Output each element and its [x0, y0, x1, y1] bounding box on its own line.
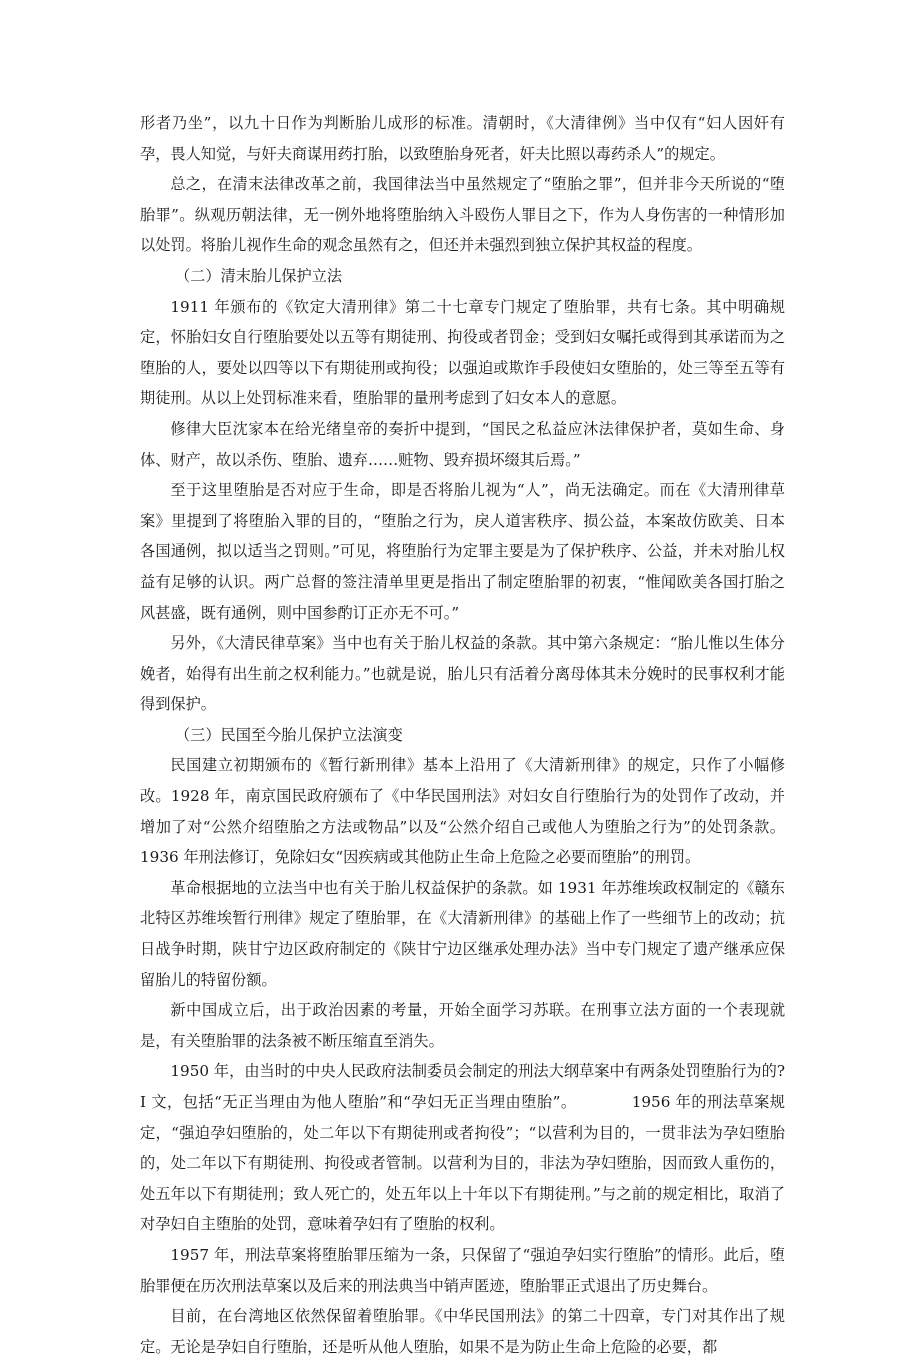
paragraph-1: 形者乃坐”，以九十日作为判断胎儿成形的标准。清朝时，《大清律例》当中仅有“妇人因奸有孕，畏人知觉，与奸夫商谋用药打胎，以致堕胎身死者，奸夫比照以毒药杀人”的规定。 [140, 114, 785, 163]
paragraph-9: 新中国成立后，出于政治因素的考量，开始全面学习苏联。在刑事立法方面的一个表现就是，有关堕胎罪的法条被不断压缩直至消失。 [140, 1001, 785, 1050]
paragraph-12: 目前，在台湾地区依然保留着堕胎罪。《中华民国刑法》的第二十四章，专门对其作出了规定。无论是孕妇自行堕胎，还是听从他人堕胎，如果不是为防止生命上危险的必要，都 [140, 1307, 785, 1356]
paragraph-11: 1957 年，刑法草案将堕胎罪压缩为一条，只保留了“强迫孕妇实行堕胎”的情形。此后，堕胎罪便在历次刑法草案以及后来的刑法典当中销声匿迹，堕胎罪正式退出了历史舞台。 [140, 1245, 785, 1295]
paragraph-2: 总之，在清末法律改革之前，我国律法当中虽然规定了“堕胎之罪”，但并非今天所说的“堕胎罪”。纵观历朝法律，无一例外地将堕胎纳入斗殴伤人罪目之下，作为人身伤害的一种情形加以处罚。将胎儿视作生命的观念虽然有之，但还并未强烈到独立保护其权益的程度。 [140, 175, 785, 255]
paragraph-7: 民国建立初期颁布的《暂行新刑律》基本上沿用了《大清新刑律》的规定，只作了小幅修改。1928 年，南京国民政府颁布了《中华民国刑法》对妇女自行堕胎行为的处罚作了改动，并增加了对“公然介绍堕胎之方法或物品”以及“公然介绍自己或他人为堕胎之行为”的处罚条款。1936 年刑法修订，免除妇女“因疾病或其他防止生命上危险之必要而堕胎”的刑罚。 [140, 756, 785, 867]
paragraph-6: 另外，《大清民律草案》当中也有关于胎儿权益的条款。其中第六条规定：“胎儿惟以生体分娩者，始得有出生前之权利能力。”也就是说，胎儿只有活着分离母体其未分娩时的民事权利才能得到保护。 [140, 634, 785, 714]
paragraph-8: 革命根据地的立法当中也有关于胎儿权益保护的条款。如 1931 年苏维埃政权制定的《赣东北特区苏维埃暂行刑律》规定了堕胎罪，在《大清新刑律》的基础上作了一些细节上的改动；抗日战争时期，陕甘宁边区政府制定的《陕甘宁边区继承处理办法》当中专门规定了遗产继承应保留胎儿的特留份额。 [140, 878, 785, 989]
document-page [140, 108, 785, 1362]
paragraph-4: 修律大臣沈家本在给光绪皇帝的奏折中提到，“国民之私益应沐法律保护者，莫如生命、身体、财产，故以杀伤、堕胎、遗弃……赃物、毁弃损坏缀其后焉。” [140, 419, 785, 469]
section-heading-2: （二）清末胎儿保护立法 [174, 266, 343, 285]
section-heading-3: （三）民国至今胎儿保护立法演变 [174, 725, 403, 744]
paragraph-3: 1911 年颁布的《钦定大清刑律》第二十七章专门规定了堕胎罪，共有七条。其中明确规定，怀胎妇女自行堕胎要处以五等有期徒刑、拘役或者罚金；受到妇女嘱托或得到其承诺而为之堕胎的人，要处以四等以下有期徒刑或拘役；以强迫或欺诈手段使妇女堕胎的，处三等至五等有期徒刑。从以上处罚标准来看，堕胎罪的量刑考虑到了妇女本人的意愿。 [140, 297, 785, 408]
paragraph-10: 1950 年，由当时的中央人民政府法制委员会制定的刑法大纲草案中有两条处罚堕胎行为的?I 文，包括“无正当理由为他人堕胎”和“孕妇无正当理由堕胎”。 1956 年的刑法草案规定，“强迫孕妇堕胎的，处二年以下有期徒刑或者拘役”；“以营利为目的，一贯非法为孕妇堕胎的，处二年以下有期徒刑、拘役或者管制。以营利为目的，非法为孕妇堕胎，因而致人重伤的，处五年以下有期徒刑；致人死亡的，处五年以上十年以下有期徒刑。”与之前的规定相比，取消了对孕妇自主堕胎的处罚，意味着孕妇有了堕胎的权利。 [140, 1062, 785, 1234]
paragraph-5: 至于这里堕胎是否对应于生命，即是否将胎儿视为“人”，尚无法确定。而在《大清刑律草案》里提到了将堕胎入罪的目的，“堕胎之行为，戾人道害秩序、损公益，本案故仿欧美、日本各国通例，拟以适当之罚则。”可见，将堕胎行为定罪主要是为了保护秩序、公益，并未对胎儿权益有足够的认识。两广总督的签注清单里更是指出了制定堕胎罪的初衷，“惟闻欧美各国打胎之风甚盛，既有通例，则中国参酌订正亦无不可。” [140, 481, 785, 622]
